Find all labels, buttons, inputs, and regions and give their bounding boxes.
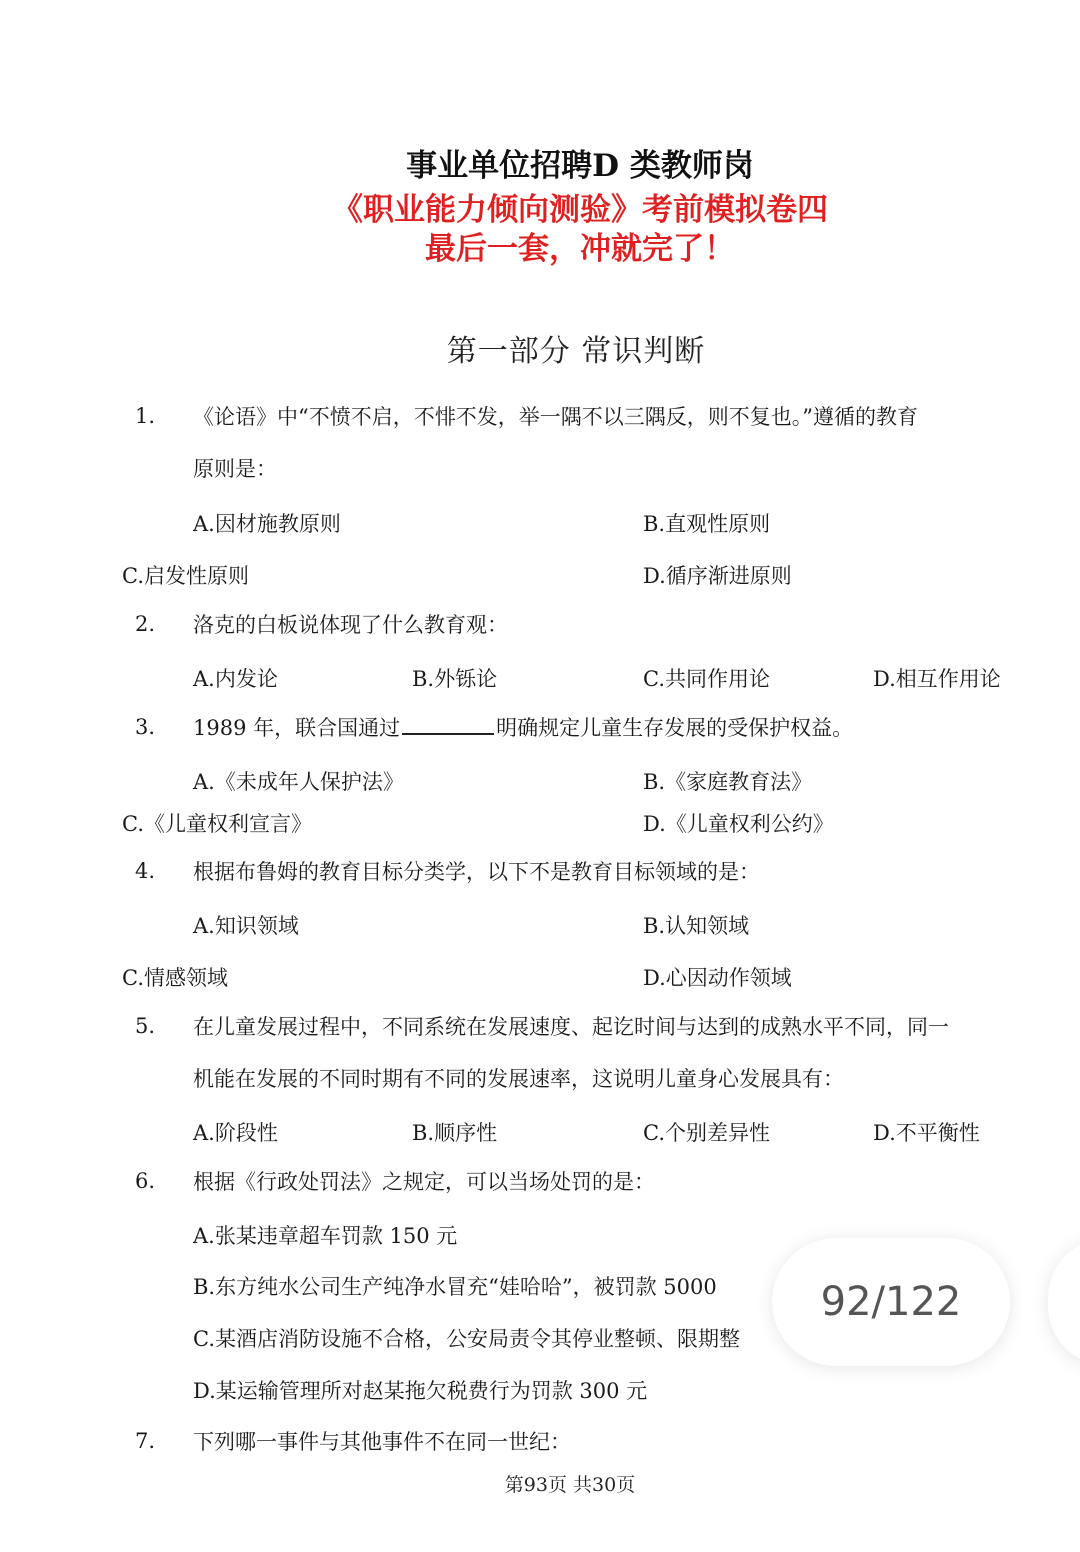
question-text: 《论语》中“不愤不启，不悱不发，举一隅不以三隅反，则不复也。”遵循的教育: [193, 405, 918, 429]
question-number: 2.: [135, 612, 156, 636]
option-c: C.启发性原则: [122, 564, 249, 588]
page-footer: 第93页 共30页: [504, 1474, 636, 1496]
option-a: A.内发论: [193, 667, 278, 691]
page-indicator[interactable]: [772, 1238, 1010, 1366]
document-subtitle: 《职业能力倾向测验》考前模拟卷四: [332, 192, 828, 228]
document-title: 事业单位招聘D 类教师岗: [406, 148, 754, 184]
option-d: D.不平衡性: [873, 1121, 980, 1145]
option-c: C.《儿童权利宣言》: [122, 812, 312, 836]
option-a: A.因材施教原则: [193, 512, 341, 536]
question-text: 在儿童发展过程中，不同系统在发展速度、起讫时间与达到的成熟水平不同，同一: [193, 1015, 949, 1039]
question-text: 根据《行政处罚法》之规定，可以当场处罚的是：: [193, 1170, 655, 1194]
option-b: B.直观性原则: [643, 512, 771, 536]
question-text: 机能在发展的不同时期有不同的发展速率，这说明儿童身心发展具有：: [193, 1067, 844, 1091]
option-c: C.情感领域: [122, 966, 228, 990]
question-number: 6.: [135, 1169, 156, 1193]
question-number: 4.: [135, 859, 156, 883]
section-title: 第一部分 常识判断: [446, 334, 706, 369]
question-text-part: 1989 年，联合国通过: [193, 716, 401, 740]
option-d: D.《儿童权利公约》: [643, 812, 834, 836]
question-text: [193, 713, 853, 743]
question-number: 7.: [135, 1429, 156, 1453]
option-d: D.相互作用论: [873, 667, 1001, 691]
option-b: B.东方纯水公司生产纯净水冒充“娃哈哈”，被罚款 5000: [193, 1275, 717, 1299]
page-indicator-text: 92/122: [820, 1279, 962, 1325]
option-d: D.循序渐进原则: [643, 564, 792, 588]
question-number: 1.: [135, 404, 156, 428]
option-a: A.阶段性: [193, 1121, 278, 1145]
option-b: B.外铄论: [412, 667, 498, 691]
option-c: C.共同作用论: [643, 667, 770, 691]
option-a: A.知识领域: [193, 914, 299, 938]
option-c: C.个别差异性: [643, 1121, 770, 1145]
option-b: B.顺序性: [412, 1121, 498, 1145]
option-a: A.张某违章超车罚款 150 元: [193, 1224, 458, 1248]
option-b: B.认知领域: [643, 914, 750, 938]
option-c: C.某酒店消防设施不合格，公安局责令其停业整顿、限期整: [193, 1327, 740, 1351]
question-number: 5.: [135, 1014, 156, 1038]
option-a: A.《未成年人保护法》: [193, 770, 404, 794]
question-text: 根据布鲁姆的教育目标分类学，以下不是教育目标领域的是：: [193, 860, 760, 884]
question-text: 原则是：: [193, 457, 277, 481]
option-d: D.心因动作领域: [643, 966, 792, 990]
option-b: B.《家庭教育法》: [643, 770, 813, 794]
question-number: 3.: [135, 715, 156, 739]
fill-in-blank: [402, 713, 494, 735]
option-d: D.某运输管理所对赵某拖欠税费行为罚款 300 元: [193, 1379, 648, 1403]
question-text: 洛克的白板说体现了什么教育观：: [193, 613, 508, 637]
document-slogan: 最后一套，冲就完了！: [425, 231, 735, 267]
question-text: 下列哪一事件与其他事件不在同一世纪：: [193, 1430, 571, 1454]
question-text-part: 明确规定儿童生存发展的受保护权益。: [496, 716, 854, 740]
